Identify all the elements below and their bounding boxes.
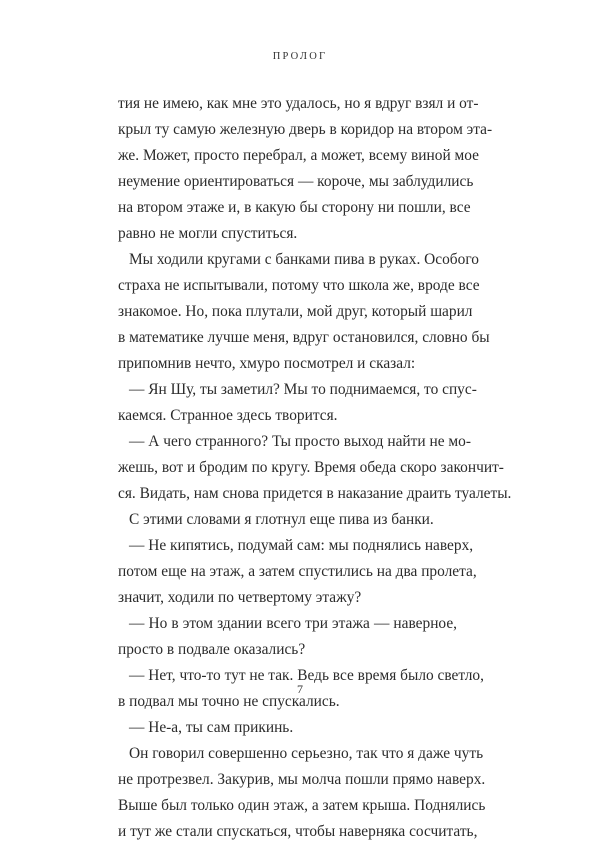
text-line: С этими словами я глотнул еще пива из банки. (129, 511, 434, 528)
text-line: потом еще на этаж, а затем спустились на два пролета, (118, 563, 477, 580)
text-line: знакомое. Но, пока плутали, мой друг, который шарил (118, 303, 473, 320)
text-line: — Не-а, ты сам прикинь. (129, 719, 294, 736)
text-line: — Нет, что-то тут не так. Ведь все время было светло, (129, 667, 484, 684)
text-line: не протрезвел. Закурив, мы молча пошли прямо наверх. (118, 771, 486, 788)
text-line: — Ян Шу, ты заметил? Мы то поднимаемся, то спус- (129, 381, 477, 398)
text-line: — Не кипятись, подумай сам: мы поднялись наверх, (129, 537, 474, 554)
text-line: в подвал мы точно не спускались. (118, 693, 340, 710)
text-line: жешь, вот и бродим по кругу. Время обеда скоро закончит- (118, 459, 504, 476)
text-line: Он говорил совершенно серьезно, так что я даже чуть (129, 745, 484, 762)
text-line: просто в подвале оказались? (118, 641, 306, 658)
text-line: страха не испытывали, потому что школа же, вроде все (118, 277, 480, 294)
text-line: Выше был только один этаж, а затем крыша. Поднялись (118, 797, 486, 814)
text-line: же. Может, просто перебрал, а может, всему виной мое (118, 147, 480, 164)
text-line: Мы ходили кругами с банками пива в руках. Особого (129, 251, 479, 268)
text-line: неумение ориентироваться — короче, мы заблудились (118, 173, 474, 190)
text-line: равно не могли спуститься. (118, 225, 298, 242)
body-text (118, 91, 512, 845)
running-header: ПРОЛОГ (272, 51, 328, 62)
text-line: каемся. Странное здесь творится. (118, 407, 338, 424)
text-line: — А чего странного? Ты просто выход найти не мо- (129, 433, 471, 450)
text-line: в математике лучше меня, вдруг остановился, словно бы (118, 329, 490, 346)
text-line: тия не имею, как мне это удалось, но я вдруг взял и от- (118, 95, 479, 112)
text-line: и тут же стали спускаться, чтобы наверняка сосчитать, (118, 823, 478, 840)
text-line: значит, ходили по четвертому этажу? (118, 589, 362, 606)
text-line: — Но в этом здании всего три этажа — наверное, (129, 615, 457, 632)
text-line: крыл ту самую железную дверь в коридор на втором эта- (118, 121, 493, 138)
page-number: 7 (297, 682, 303, 696)
text-line: припомнив нечто, хмуро посмотрел и сказал: (118, 355, 416, 372)
text-line: ся. Видать, нам снова придется в наказание драить туалеты. (118, 485, 512, 502)
text-line: на втором этаже и, в какую бы сторону ни пошли, все (118, 199, 471, 216)
